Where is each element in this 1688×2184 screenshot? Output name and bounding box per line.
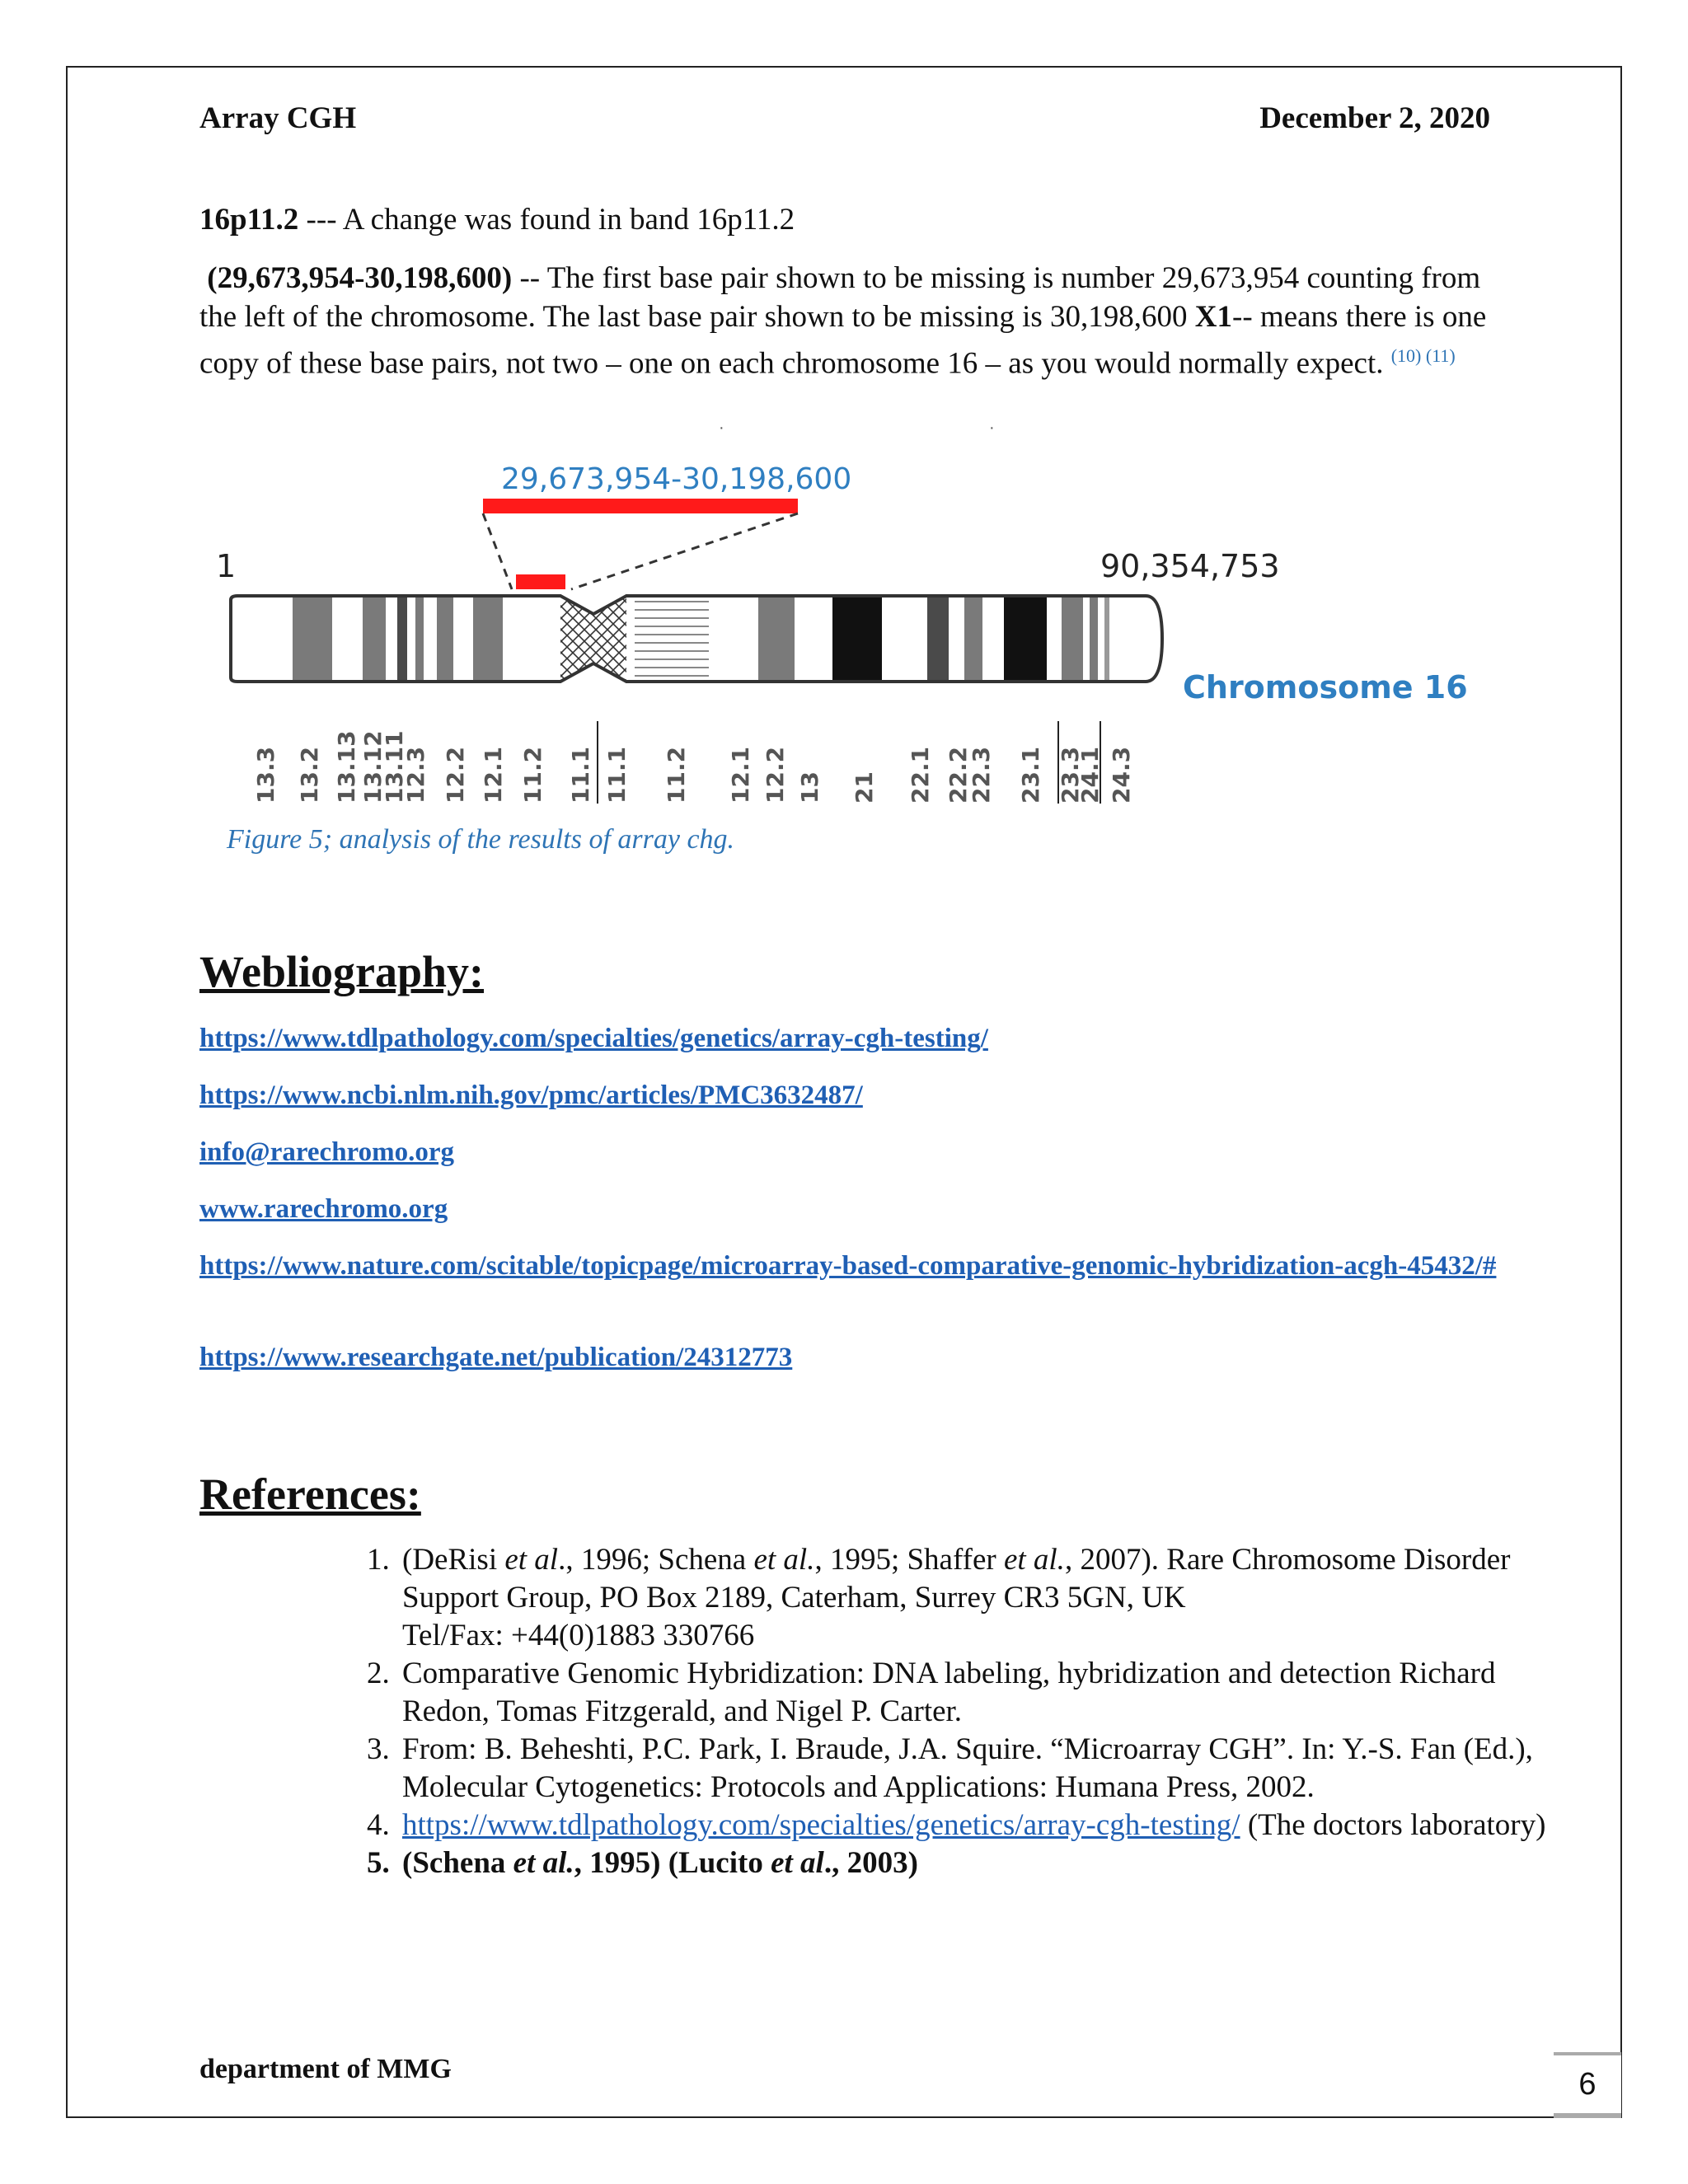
band-label: 16p11.2 — [199, 203, 299, 237]
band-label: 13.12 — [359, 730, 387, 804]
band-label: 22.3 — [968, 746, 995, 804]
reference-item: 4. https://www.tdlpathology.com/specialties/genetics/array-cgh-testing/ (The doctors laboratory) — [397, 1807, 1551, 1844]
page-number: 6 — [1554, 2052, 1621, 2118]
band-label: 11.1 — [603, 746, 631, 804]
webliography-heading: Webliography: — [199, 947, 485, 996]
copy-text: -- means there is one copy of these base pairs, not two – one on each chromosome 16 – as you would normally expect. — [199, 300, 1487, 381]
web-link-rarechromo[interactable]: www.rarechromo.org — [199, 1194, 448, 1224]
range-label: (29,673,954-30,198,600) — [207, 261, 513, 295]
band-label: 12.2 — [762, 746, 789, 804]
web-link-tdl[interactable]: https://www.tdlpathology.com/specialties/genetics/array-cgh-testing/ — [199, 1024, 988, 1053]
band-label: 21 — [851, 771, 878, 804]
reference-item: 2. Comparative Genomic Hybridization: DNA labeling, hybridization and detection Richard Redon, Tomas Fitzgerald, and Nigel P. Carter. — [397, 1655, 1551, 1731]
deletion-range-label: 29,673,954-30,198,600 — [501, 462, 852, 496]
band-label: 24.3 — [1108, 746, 1135, 804]
band-label: 12.1 — [480, 746, 507, 804]
band-label: 23.3 — [1057, 746, 1084, 804]
reference-item: 1. (DeRisi et al., 1996; Schena et al., 1995; Shaffer et al., 2007). Rare Chromosome Disorder Support Group, PO Box 2189, Caterham, Surrey CR3 5GN, UK Tel/Fax: +44(0)1883 330766 — [397, 1541, 1551, 1655]
band-text: --- A change was found in band 16p11.2 — [298, 203, 795, 237]
band-label: 13.11 — [381, 730, 408, 804]
deletion-bar-large — [483, 499, 798, 513]
range-paragraph — [199, 259, 1502, 382]
zoom-line-right — [571, 513, 798, 589]
citation-marks: (10) (11) — [1390, 345, 1456, 366]
band-label: 11.1 — [567, 746, 594, 804]
zoom-line-left — [483, 513, 512, 589]
svg-text:·: · — [989, 419, 995, 437]
band-label: 22.1 — [907, 746, 934, 804]
references-list — [346, 1541, 1551, 1882]
reference-item: 3. From: B. Beheshti, P.C. Park, I. Braude, J.A. Squire. “Microarray CGH”. In: Y.-S. Fan (Ed.), Molecular Cytogenetics: Protocols and Applications: Humana Press, 2002. — [397, 1731, 1551, 1807]
band-label: 13.3 — [252, 746, 279, 804]
band-label: 12.1 — [727, 746, 754, 804]
band-label: 11.2 — [519, 746, 546, 804]
copy-label: X1 — [1194, 300, 1233, 334]
header-date: December 2, 2020 — [1259, 101, 1490, 135]
band-label: 11.2 — [663, 746, 690, 804]
header-title: Array CGH — [199, 101, 357, 135]
footer-department: department of MMG — [199, 2054, 452, 2084]
chromosome-figure — [198, 416, 1484, 878]
references-heading: References: — [199, 1469, 421, 1519]
band-label: 22.2 — [945, 746, 972, 804]
band-label: 13.2 — [296, 746, 323, 804]
figure-caption: Figure 5; analysis of the results of array chg. — [227, 824, 735, 855]
end-position-label: 90,354,753 — [1100, 548, 1280, 584]
band-label: 12.2 — [442, 746, 469, 804]
svg-text:·: · — [719, 419, 724, 437]
band-label: 23.1 — [1017, 746, 1044, 804]
web-link-email[interactable]: info@rarechromo.org — [199, 1137, 454, 1167]
web-link-researchgate[interactable]: https://www.researchgate.net/publication/24312773 — [199, 1343, 793, 1372]
band-label: 13 — [796, 771, 823, 804]
band-paragraph — [199, 200, 1502, 239]
chromosome-name-label: Chromosome 16 — [1183, 669, 1468, 705]
band-label: 12.3 — [402, 746, 429, 804]
band-labels — [252, 730, 1135, 804]
start-position-label: 1 — [216, 548, 237, 584]
web-link-ncbi[interactable]: https://www.ncbi.nlm.nih.gov/pmc/articles/PMC3632487/ — [199, 1080, 863, 1110]
range-text: -- The first base pair shown to be missing is number 29,673,954 counting from the left of the chromosome. The last base pair shown to be missing is 30,198,600 — [199, 261, 1481, 334]
deletion-bar-small — [516, 574, 565, 589]
band-label: 24.1 — [1076, 746, 1104, 804]
reference-item: 5. (Schena et al., 1995) (Lucito et al., 2003) — [397, 1844, 1551, 1882]
web-link-nature[interactable]: https://www.nature.com/scitable/topicpage/microarray-based-comparative-genomic-hybridization-acgh-45432/# — [199, 1251, 1497, 1281]
chromosome-body — [231, 596, 1162, 682]
band-label: 13.13 — [333, 730, 360, 804]
reference-link-tdl[interactable]: https://www.tdlpathology.com/specialties/genetics/array-cgh-testing/ — [402, 1808, 1240, 1842]
